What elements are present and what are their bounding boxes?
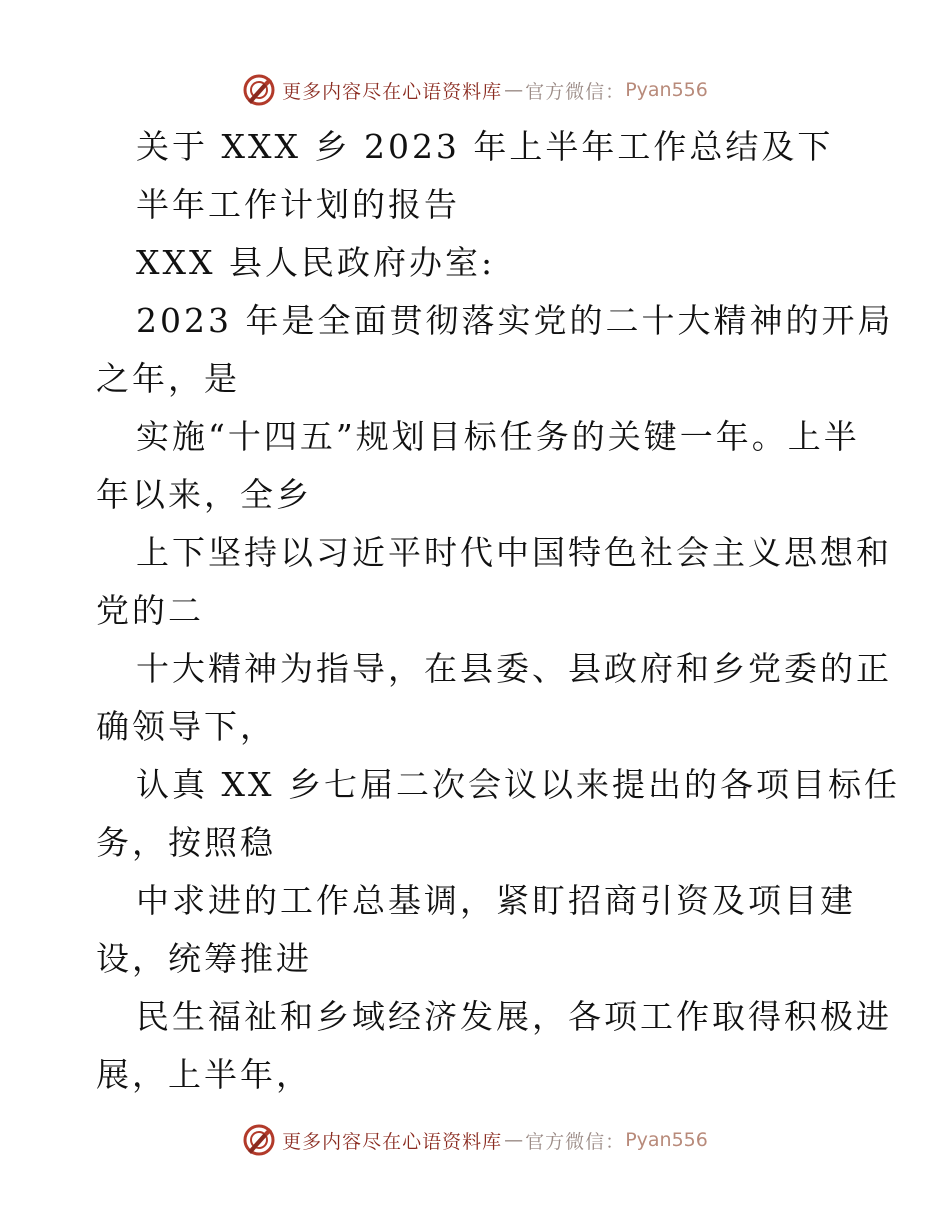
brand-separator: — [504,1129,524,1151]
doc-line: 务，按照稳 [96,823,276,862]
doc-line: 实施“十四五”规划目标任务的关键一年。上半 [136,417,860,456]
brand-text: 更多内容尽在心语资料库 [282,80,503,103]
doc-title-line-2: 半年工作计划的报告 [136,185,460,224]
doc-line: 2023 年是全面贯彻落实党的二十大精神的开局 [136,301,894,340]
brand-logo-icon [242,73,276,107]
header-watermark [0,70,950,110]
doc-line: 党的二 [96,591,204,630]
doc-line: 认真 XX 乡七届二次会议以来提出的各项目标任 [136,765,900,804]
doc-line: 十大精神为指导，在县委、县政府和乡党委的正 [136,649,892,688]
brand-text: 更多内容尽在心语资料库 [282,1130,503,1153]
wechat-label: 官方微信： [525,1130,626,1153]
doc-line: 民生福祉和乡域经济发展，各项工作取得积极进 [136,997,892,1036]
doc-line: 设，统筹推进 [96,939,312,978]
doc-line: 确领导下， [96,707,276,746]
doc-line: 中求进的工作总基调，紧盯招商引资及项目建 [136,881,856,920]
wechat-label: 官方微信： [525,80,626,103]
wechat-id: Pyan556 [625,79,708,101]
footer-watermark [0,1120,950,1160]
doc-title-line-1: 关于 XXX 乡 2023 年上半年工作总结及下 [136,127,834,166]
document-body [96,118,900,1104]
doc-salutation: XXX 县人民政府办室: [136,243,496,282]
doc-line: 之年，是 [96,359,240,398]
doc-line: 年以来，全乡 [96,475,312,514]
wechat-id: Pyan556 [625,1129,708,1151]
brand-logo-icon [242,1123,276,1157]
doc-line: 上下坚持以习近平时代中国特色社会主义思想和 [136,533,892,572]
brand-separator: — [504,79,524,101]
doc-line: 展，上半年， [96,1055,312,1094]
